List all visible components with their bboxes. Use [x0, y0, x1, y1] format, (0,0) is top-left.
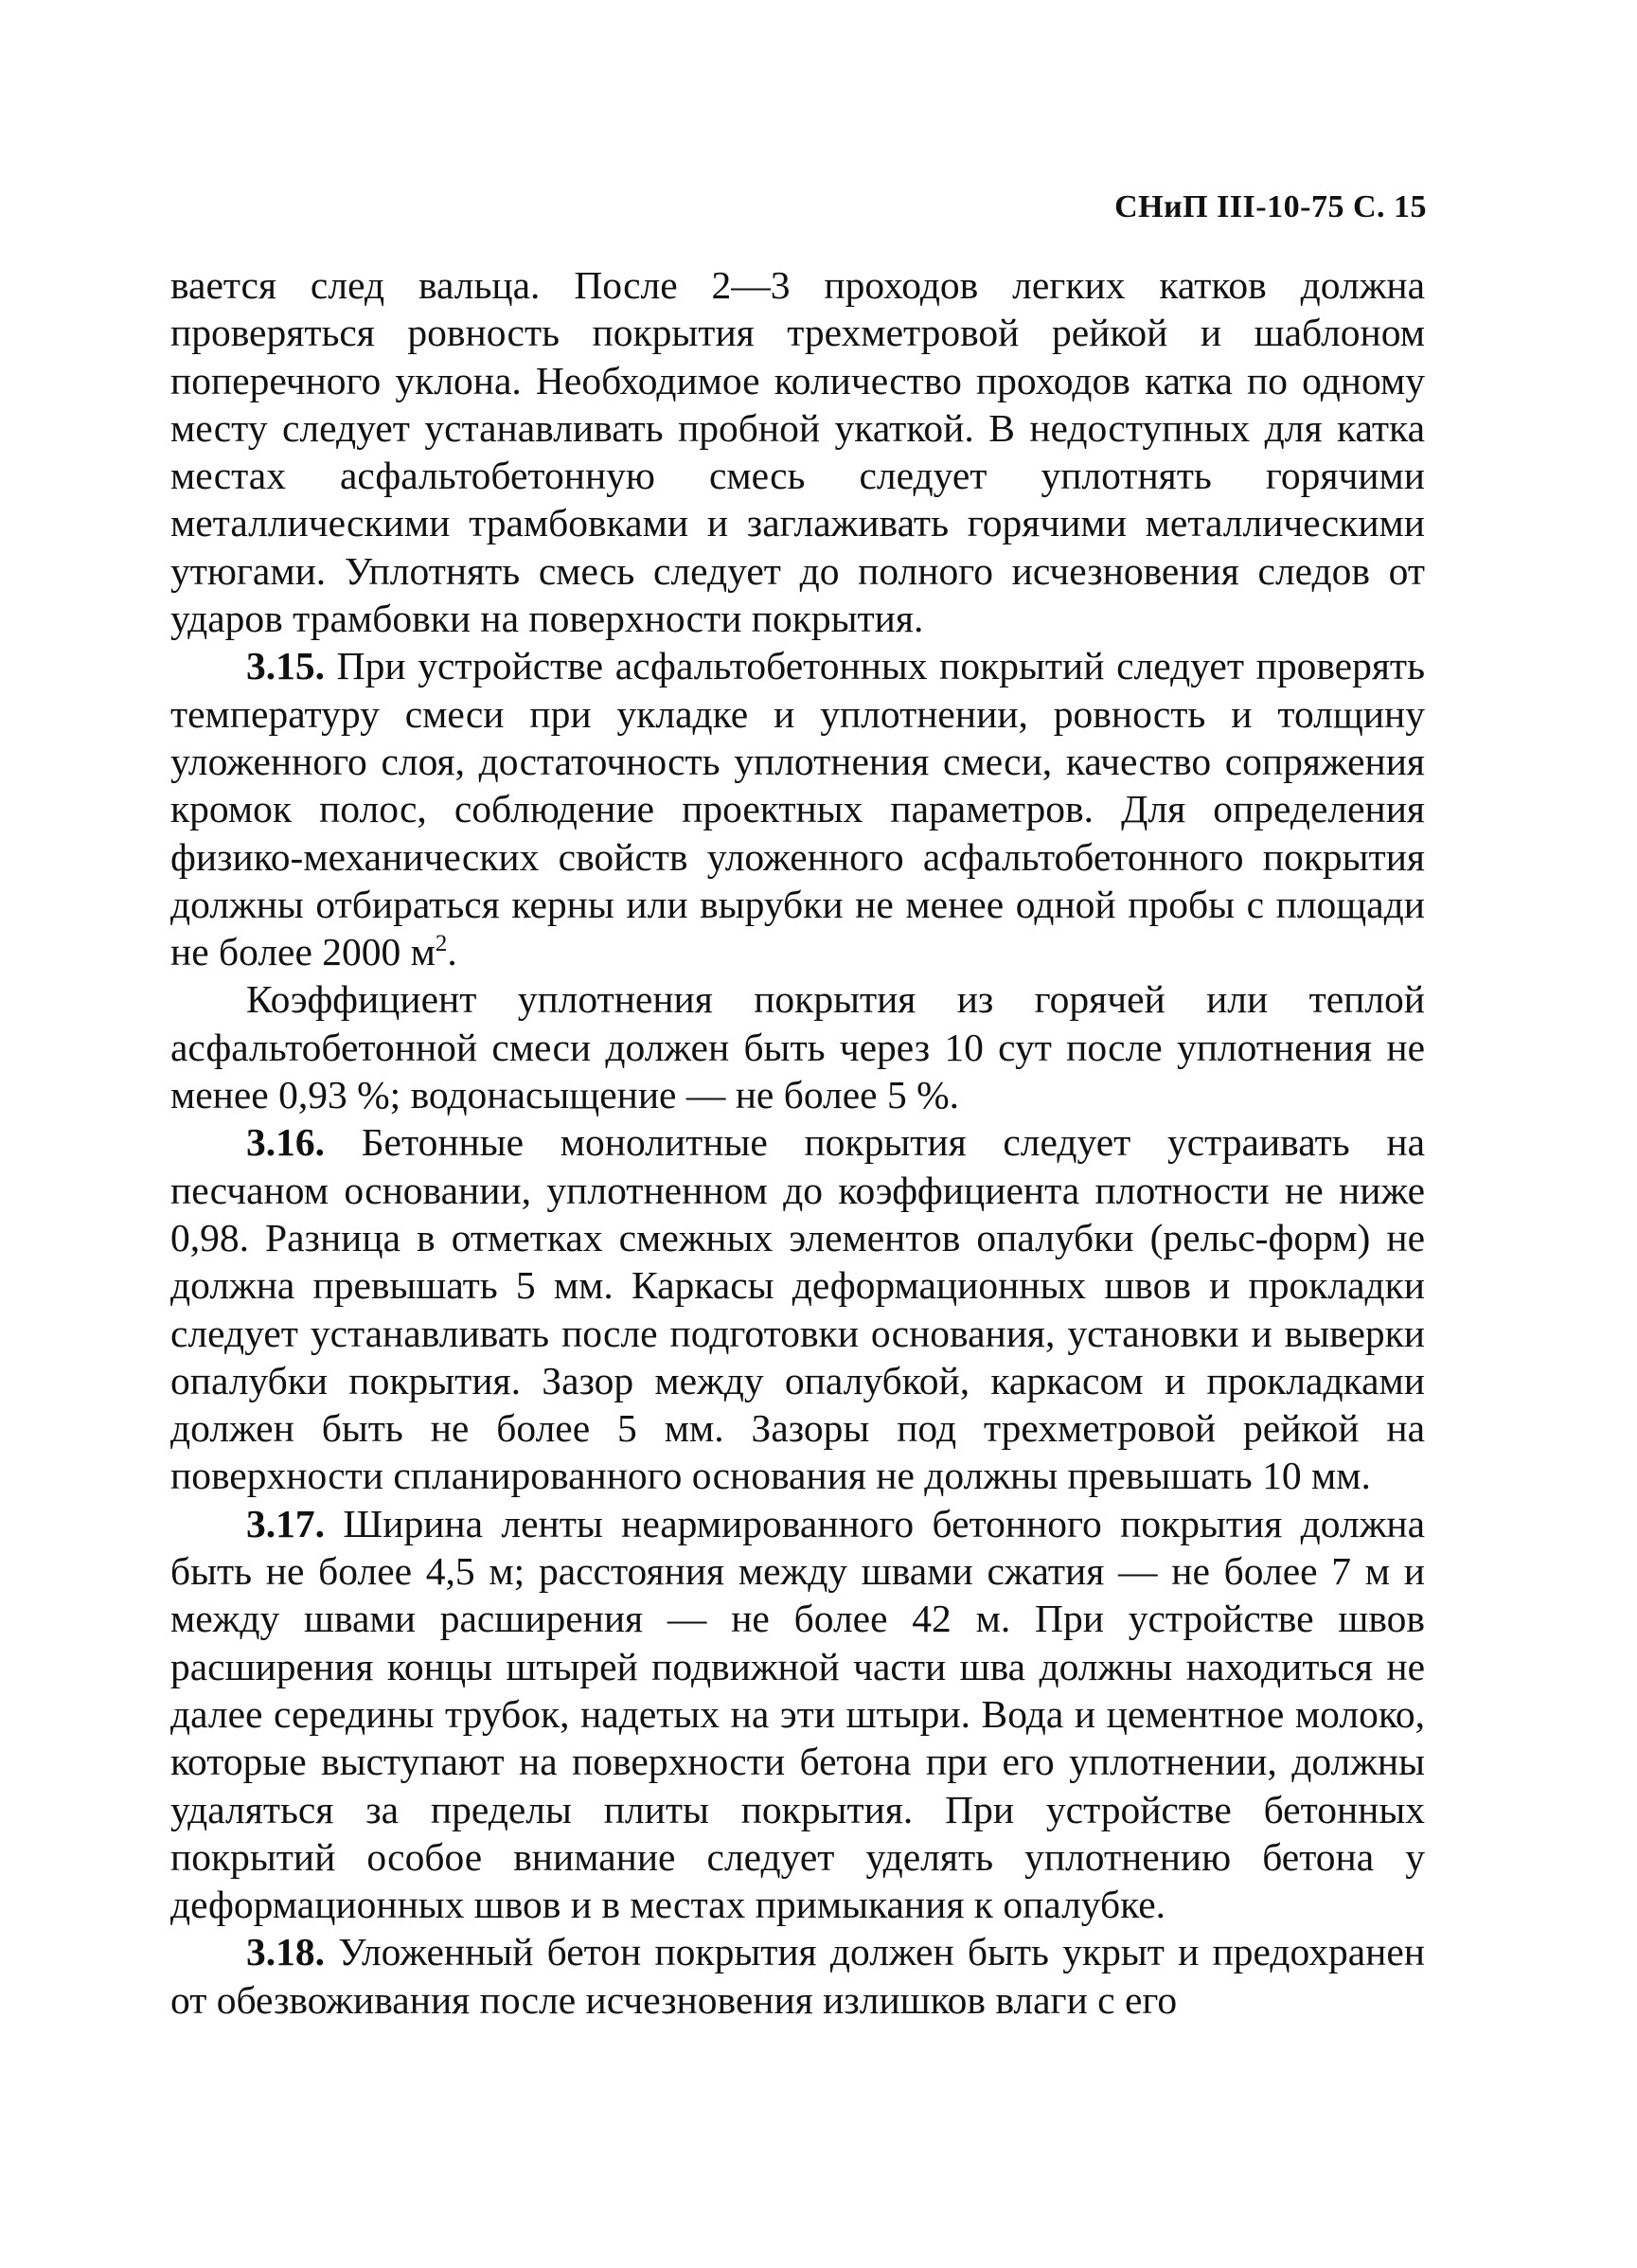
clause-number: 3.15. [246, 644, 325, 688]
paragraph-text: Уложенный бетон покрытия должен быть укрыт и предохранен от обезвоживания после исчезновения излишков влаги с его [170, 1930, 1425, 2022]
paragraph-compaction-coefficient [170, 975, 1425, 1118]
clause-number: 3.18. [246, 1930, 325, 1974]
paragraph-continuation [170, 261, 1425, 642]
document-body [170, 261, 1425, 2024]
paragraph-3-16 [170, 1118, 1425, 1499]
paragraph-3-15 [170, 642, 1425, 975]
paragraph-text: Бетонные монолитные покрытия следует устраивать на песчаном основании, уплотненном до коэффициента плотности не ниже 0,98. Разница в отметках смежных элементов опалубки (рельс-форм) не должна превышать 5 мм. Каркасы деформационных швов и прокладки следует устанавливать после подготовки основания, установки и выверки опалубки покрытия. Зазор между опалубкой, каркасом и прокладками должен быть не более 5 мм. Зазоры под трехметровой рейкой на поверхности спланированного основания не должны превышать 10 мм. [170, 1120, 1425, 1498]
paragraph-text: вается след вальца. После 2—3 проходов легких катков должна проверяться ровность покрытия трехметровой рейкой и шаблоном поперечного уклона. Необходимое количество проходов катка по одному месту следует устанавливать пробной укаткой. В недоступных для катка местах асфальтобетонную смесь следует уплотнять горячими металлическими трамбовками и заглаживать горячими металлическими утюгами. Уплотнять смесь следует до полного исчезновения следов от ударов трамбовки на поверхности покрытия. [170, 263, 1425, 641]
paragraph-text: Ширина ленты неармированного бетонного покрытия должна быть не более 4,5 м; расстояния между швами сжатия — не более 7 м и между швами расширения — не более 42 м. При устройстве швов расширения концы штырей подвижной части шва должны находиться не далее середины трубок, надетых на эти штыри. Вода и цементное молоко, которые выступают на поверхности бетона при его уплотнении, должны удаляться за пределы плиты покрытия. При устройстве бетонных покрытий особое внимание следует уделять уплотнению бетона у деформационных швов и в местах примыкания к опалубке. [170, 1501, 1425, 1927]
paragraph-tail: . [447, 930, 457, 974]
clause-number: 3.17. [246, 1501, 325, 1545]
clause-number: 3.16. [246, 1120, 325, 1165]
paragraph-text: Коэффициент уплотнения покрытия из горячей или теплой асфальтобетонной смеси должен быть через 10 сут после уплотнения не менее 0,93 %; водонасыщение — не более 5 %. [170, 977, 1425, 1117]
running-header: СНиП III-10-75 С. 15 [1114, 189, 1427, 224]
paragraph-3-18 [170, 1928, 1425, 2024]
superscript: 2 [435, 931, 448, 957]
paragraph-text: При устройстве асфальтобетонных покрытий следует проверять температуру смеси при укладке и уплотнении, ровность и толщину уложенного слоя, достаточность уплотнения смеси, качество сопряжения кромок полос, соблюдение проектных параметров. Для определения физико-механических свойств уложенного асфальтобетонного покрытия должны отбираться керны или вырубки не менее одной пробы с площади не более 2000 м [170, 644, 1425, 974]
paragraph-3-17 [170, 1500, 1425, 1929]
